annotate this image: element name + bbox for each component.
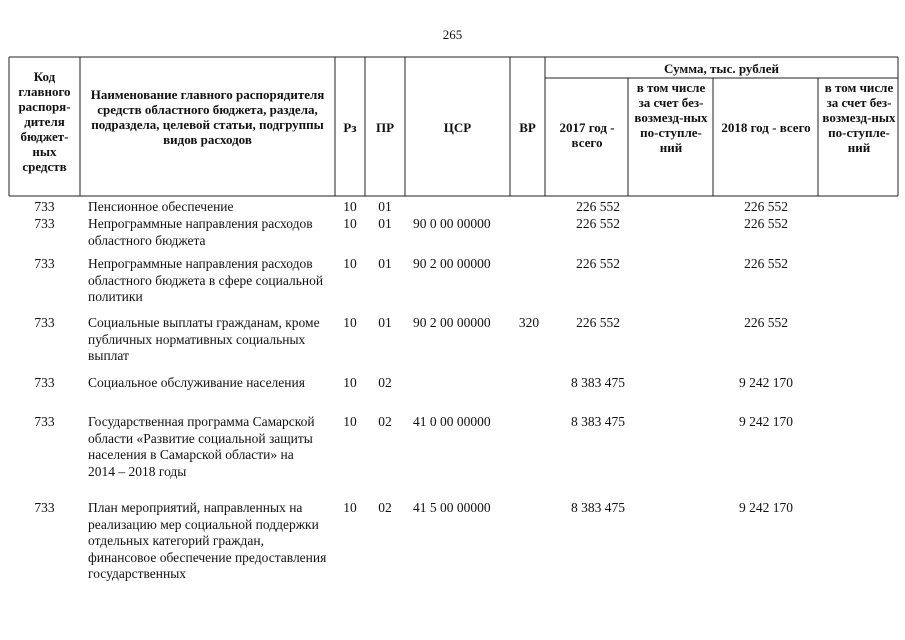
header-name: Наименование главного распорядителя средств областного бюджета, раздела, подраздела, целевой статьи, подгруппы видов расходов: [90, 87, 325, 147]
row-name: План мероприятий, направленных на реализацию мер социальной поддержки отдельных категорий граждан, финансовое обеспечение предоставления государственных: [88, 500, 327, 581]
row-pr: 02: [378, 414, 392, 429]
row-name: Пенсионное обеспечение: [88, 199, 234, 214]
row-rz: 10: [343, 375, 357, 390]
row-2018: 9 242 170: [739, 500, 793, 515]
row-name: Социальное обслуживание населения: [88, 375, 305, 390]
row-rz: 10: [343, 216, 357, 231]
header-vr: ВР: [519, 120, 536, 135]
header-incl-2018: в том числе за счет без-возмезд-ных по-ступле-ний: [822, 80, 896, 155]
row-rz: 10: [343, 199, 357, 214]
row-rz: 10: [343, 414, 357, 429]
row-pr: 02: [378, 500, 392, 515]
row-pr: 01: [378, 256, 392, 271]
header-code: Код главного распоря-дителя бюджет-ных средств: [18, 69, 71, 174]
row-2018: 226 552: [744, 216, 788, 231]
row-name: Непрограммные направления расходов областного бюджета: [88, 216, 313, 248]
row-vr: 320: [518, 315, 540, 330]
header-sum: Сумма, тыс. рублей: [664, 61, 779, 76]
row-name: Социальные выплаты гражданам, кроме публичных нормативных социальных выплат: [88, 315, 320, 363]
row-csr: 90 2 00 00000: [413, 256, 491, 271]
row-pr: 02: [378, 375, 392, 390]
row-pr: 01: [378, 199, 392, 214]
header-pr: ПР: [375, 120, 395, 135]
header-incl-2017: в том числе за счет без-возмезд-ных по-ступле-ний: [634, 80, 708, 155]
header-rz: Рз: [343, 120, 357, 135]
header-2018: 2018 год - всего: [721, 120, 811, 135]
row-2018: 226 552: [744, 256, 788, 271]
row-name: Государственная программа Самарской области «Развитие социальной защиты населения в Самарской области» на 2014 – 2018 годы: [88, 414, 315, 479]
row-2017: 8 383 475: [571, 414, 625, 429]
row-code: 733: [34, 216, 55, 231]
row-2017: 8 383 475: [571, 500, 625, 515]
row-code: 733: [34, 500, 55, 515]
header-csr: ЦСР: [443, 120, 472, 135]
row-code: 733: [34, 256, 55, 271]
row-2017: 226 552: [576, 216, 620, 231]
row-csr: 41 0 00 00000: [413, 414, 491, 429]
row-name: Непрограммные направления расходов областного бюджета в сфере социальной политики: [88, 256, 324, 304]
row-2017: 226 552: [576, 199, 620, 214]
row-csr: 90 2 00 00000: [413, 315, 491, 330]
row-code: 733: [34, 199, 55, 214]
row-2018: 226 552: [744, 315, 788, 330]
row-csr: 41 5 00 00000: [413, 500, 491, 515]
header-2017: 2017 год - всего: [559, 120, 615, 150]
row-code: 733: [34, 375, 55, 390]
row-rz: 10: [343, 500, 357, 515]
row-2017: 226 552: [576, 315, 620, 330]
row-rz: 10: [343, 315, 357, 330]
row-2017: 8 383 475: [571, 375, 625, 390]
row-pr: 01: [378, 315, 392, 330]
row-2018: 226 552: [744, 199, 788, 214]
row-code: 733: [34, 315, 55, 330]
row-pr: 01: [378, 216, 392, 231]
row-2018: 9 242 170: [739, 375, 793, 390]
row-csr: 90 0 00 00000: [413, 216, 491, 231]
page-number: 265: [442, 27, 463, 42]
row-2017: 226 552: [576, 256, 620, 271]
row-code: 733: [34, 414, 55, 429]
row-2018: 9 242 170: [739, 414, 793, 429]
row-rz: 10: [343, 256, 357, 271]
